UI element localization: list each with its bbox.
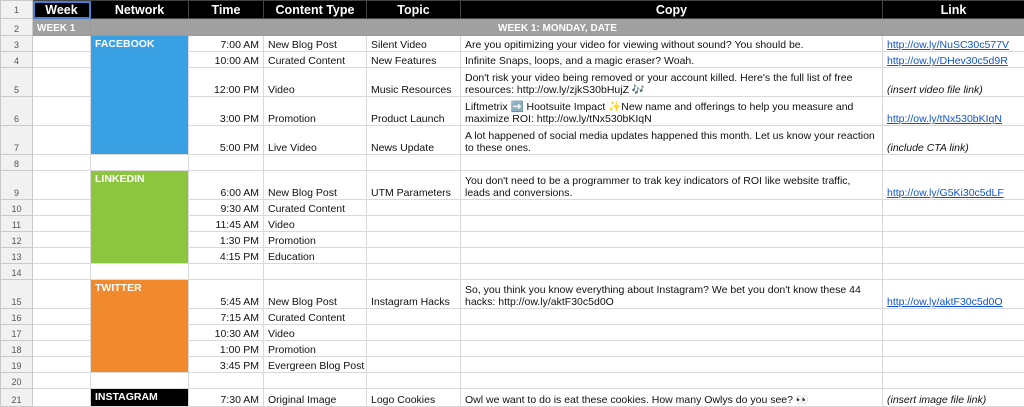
header-content-type[interactable]: Content Type (264, 1, 367, 19)
empty-cell[interactable] (461, 264, 883, 280)
empty-cell[interactable] (883, 248, 1024, 264)
table-row (1, 171, 1024, 200)
empty-cell[interactable] (367, 264, 461, 280)
table-row (1, 280, 1024, 309)
table-row (1, 36, 1024, 52)
content-type-cell[interactable]: Video (264, 68, 367, 97)
copy-cell[interactable]: Don't risk your video being removed or your account killed. Here's the full list of free resources: http://ow.ly/zjkS30bHujZ 🎶 (461, 68, 883, 97)
row-number[interactable]: 16 (1, 309, 33, 325)
topic-cell[interactable]: News Update (367, 126, 461, 155)
network-instagram[interactable]: INSTAGRAM (91, 389, 189, 407)
empty-cell[interactable] (264, 155, 367, 171)
row-number[interactable]: 19 (1, 357, 33, 373)
empty-cell[interactable] (33, 264, 91, 280)
row-number[interactable]: 2 (1, 19, 33, 36)
row-number[interactable]: 20 (1, 373, 33, 389)
empty-cell[interactable] (264, 373, 367, 389)
week-row (1, 19, 1024, 36)
week-cell[interactable] (33, 97, 91, 126)
row-number[interactable]: 6 (1, 97, 33, 126)
row-number[interactable]: 18 (1, 341, 33, 357)
row-number[interactable]: 15 (1, 280, 33, 309)
content-type-cell[interactable]: Curated Content (264, 200, 367, 216)
empty-cell[interactable] (367, 325, 461, 341)
topic-cell[interactable]: Silent Video (367, 36, 461, 52)
network-facebook[interactable]: FACEBOOK (91, 36, 189, 155)
row-number[interactable]: 3 (1, 36, 33, 52)
empty-cell[interactable] (461, 309, 883, 325)
header-row (1, 1, 1024, 19)
week-cell[interactable] (33, 232, 91, 248)
table-row (1, 264, 1024, 280)
header-time[interactable]: Time (189, 1, 264, 19)
link-placeholder: (include CTA link) (887, 142, 969, 154)
empty-cell[interactable] (367, 373, 461, 389)
row-number[interactable]: 1 (1, 1, 33, 19)
time-cell[interactable]: 10:00 AM (189, 52, 264, 68)
link[interactable]: http://ow.ly/DHev30c5d9R (887, 55, 1008, 67)
week-cell[interactable] (33, 200, 91, 216)
empty-cell[interactable] (367, 216, 461, 232)
header-network[interactable]: Network (91, 1, 189, 19)
link[interactable]: http://ow.ly/NuSC30c577V (887, 39, 1009, 51)
row-number[interactable]: 14 (1, 264, 33, 280)
time-cell[interactable]: 6:00 AM (189, 171, 264, 200)
network-twitter[interactable]: TWITTER (91, 280, 189, 373)
copy-cell[interactable]: Liftmetrix ➡️ Hootsuite Impact ✨New name and offerings to help you measure and maximize ROI: http://ow.ly/tNx530bKIqN (461, 97, 883, 126)
empty-cell[interactable] (189, 155, 264, 171)
empty-cell[interactable] (367, 155, 461, 171)
empty-cell[interactable] (264, 264, 367, 280)
week-cell[interactable] (33, 68, 91, 97)
empty-cell[interactable] (883, 155, 1024, 171)
link-cell[interactable] (883, 280, 1024, 309)
table-row (1, 155, 1024, 171)
content-type-cell[interactable]: Promotion (264, 232, 367, 248)
empty-cell[interactable] (367, 200, 461, 216)
row-number[interactable]: 13 (1, 248, 33, 264)
empty-cell[interactable] (189, 264, 264, 280)
copy-cell[interactable]: Owl we want to do is eat these cookies. How many Owlys do you see? 👀 (461, 389, 883, 407)
week-cell[interactable] (33, 216, 91, 232)
empty-cell[interactable] (461, 357, 883, 373)
week-cell[interactable] (33, 126, 91, 155)
row-number[interactable]: 21 (1, 389, 33, 407)
link-cell[interactable] (883, 52, 1024, 68)
empty-cell[interactable] (33, 373, 91, 389)
content-type-cell[interactable]: Evergreen Blog Post (264, 357, 367, 373)
time-cell[interactable]: 4:15 PM (189, 248, 264, 264)
week-cell[interactable] (33, 280, 91, 309)
content-type-cell[interactable]: Promotion (264, 341, 367, 357)
topic-cell[interactable]: UTM Parameters (367, 171, 461, 200)
link-cell[interactable] (883, 97, 1024, 126)
time-cell[interactable]: 9:30 AM (189, 200, 264, 216)
row-number[interactable]: 4 (1, 52, 33, 68)
copy-cell[interactable]: So, you think you know everything about Instagram? We bet you don't know these 44 hacks: http://ow.ly/aktF30c5d0O (461, 280, 883, 309)
empty-cell[interactable] (883, 357, 1024, 373)
week-cell[interactable] (33, 341, 91, 357)
week-cell[interactable] (33, 248, 91, 264)
empty-cell[interactable] (883, 232, 1024, 248)
topic-cell[interactable]: Instagram Hacks (367, 280, 461, 309)
content-type-cell[interactable]: Live Video (264, 126, 367, 155)
empty-cell[interactable] (91, 264, 189, 280)
empty-cell[interactable] (883, 341, 1024, 357)
empty-cell[interactable] (367, 309, 461, 325)
week-cell[interactable] (33, 36, 91, 52)
time-cell[interactable]: 3:45 PM (189, 357, 264, 373)
empty-cell[interactable] (461, 325, 883, 341)
empty-cell[interactable] (883, 216, 1024, 232)
empty-cell[interactable] (461, 248, 883, 264)
header-topic[interactable]: Topic (367, 1, 461, 19)
topic-cell[interactable]: Logo Cookies (367, 389, 461, 407)
time-cell[interactable]: 5:00 PM (189, 126, 264, 155)
network-linkedin[interactable]: LINKEDIN (91, 171, 189, 264)
empty-cell[interactable] (189, 373, 264, 389)
empty-cell[interactable] (461, 373, 883, 389)
header-week[interactable]: Week (33, 1, 91, 19)
header-copy[interactable]: Copy (461, 1, 883, 19)
time-cell[interactable]: 1:00 PM (189, 341, 264, 357)
row-number[interactable]: 11 (1, 216, 33, 232)
time-cell[interactable]: 7:30 AM (189, 389, 264, 407)
link-placeholder: (insert image file link) (887, 394, 986, 406)
content-type-cell[interactable]: New Blog Post (264, 171, 367, 200)
week-label[interactable]: WEEK 1 (33, 19, 91, 36)
time-cell[interactable]: 5:45 AM (189, 280, 264, 309)
link[interactable]: http://ow.ly/tNx530bKIqN (887, 113, 1002, 125)
time-cell[interactable]: 7:00 AM (189, 36, 264, 52)
row-number[interactable]: 17 (1, 325, 33, 341)
empty-cell[interactable] (461, 232, 883, 248)
empty-cell[interactable] (883, 200, 1024, 216)
time-cell[interactable]: 12:00 PM (189, 68, 264, 97)
row-number[interactable]: 7 (1, 126, 33, 155)
content-type-cell[interactable]: New Blog Post (264, 280, 367, 309)
row-number[interactable]: 12 (1, 232, 33, 248)
empty-cell[interactable] (33, 155, 91, 171)
empty-cell[interactable] (461, 341, 883, 357)
topic-cell[interactable]: Music Resources (367, 68, 461, 97)
row-number[interactable]: 8 (1, 155, 33, 171)
row-number[interactable]: 5 (1, 68, 33, 97)
copy-cell[interactable]: You don't need to be a programmer to trak key indicators of ROI like website traffic, leads and conversions. (461, 171, 883, 200)
header-link[interactable]: Link (883, 1, 1024, 19)
time-cell[interactable]: 10:30 AM (189, 325, 264, 341)
topic-cell[interactable]: Product Launch (367, 97, 461, 126)
empty-cell[interactable] (367, 357, 461, 373)
time-cell[interactable]: 11:45 AM (189, 216, 264, 232)
empty-cell[interactable] (883, 373, 1024, 389)
link[interactable]: http://ow.ly/G5Ki30c5dLF (887, 187, 1004, 199)
row-number[interactable]: 10 (1, 200, 33, 216)
link-cell[interactable] (883, 68, 1024, 97)
link-placeholder: (insert video file link) (887, 84, 983, 96)
time-cell[interactable]: 7:15 AM (189, 309, 264, 325)
week-cell[interactable] (33, 357, 91, 373)
empty-cell[interactable] (367, 341, 461, 357)
content-type-cell[interactable]: Video (264, 325, 367, 341)
week-cell[interactable] (33, 171, 91, 200)
week-cell[interactable] (33, 325, 91, 341)
content-type-cell[interactable]: Promotion (264, 97, 367, 126)
day-header[interactable]: WEEK 1: MONDAY, DATE (91, 19, 1024, 36)
empty-cell[interactable] (461, 200, 883, 216)
time-cell[interactable]: 1:30 PM (189, 232, 264, 248)
empty-cell[interactable] (461, 216, 883, 232)
copy-cell[interactable]: Infinite Snaps, loops, and a magic eraser? Woah. (461, 52, 883, 68)
empty-cell[interactable] (367, 232, 461, 248)
content-type-cell[interactable]: New Blog Post (264, 36, 367, 52)
empty-cell[interactable] (883, 264, 1024, 280)
topic-cell[interactable]: New Features (367, 52, 461, 68)
empty-cell[interactable] (883, 325, 1024, 341)
empty-cell[interactable] (91, 155, 189, 171)
empty-cell[interactable] (461, 155, 883, 171)
link-cell[interactable] (883, 36, 1024, 52)
content-type-cell[interactable]: Education (264, 248, 367, 264)
content-type-cell[interactable]: Original Image (264, 389, 367, 407)
empty-cell[interactable] (883, 309, 1024, 325)
empty-cell[interactable] (367, 248, 461, 264)
link-cell[interactable] (883, 126, 1024, 155)
row-number[interactable]: 9 (1, 171, 33, 200)
week-cell[interactable] (33, 309, 91, 325)
copy-cell[interactable]: A lot happened of social media updates happened this month. Let us know your reaction to these ones. (461, 126, 883, 155)
link[interactable]: http://ow.ly/aktF30c5d0O (887, 296, 1003, 308)
content-type-cell[interactable]: Curated Content (264, 52, 367, 68)
empty-cell[interactable] (91, 373, 189, 389)
time-cell[interactable]: 3:00 PM (189, 97, 264, 126)
content-type-cell[interactable]: Curated Content (264, 309, 367, 325)
link-cell[interactable] (883, 171, 1024, 200)
copy-cell[interactable]: Are you opitimizing your video for viewing without sound? You should be. (461, 36, 883, 52)
table-row (1, 373, 1024, 389)
content-type-cell[interactable]: Video (264, 216, 367, 232)
week-cell[interactable] (33, 52, 91, 68)
